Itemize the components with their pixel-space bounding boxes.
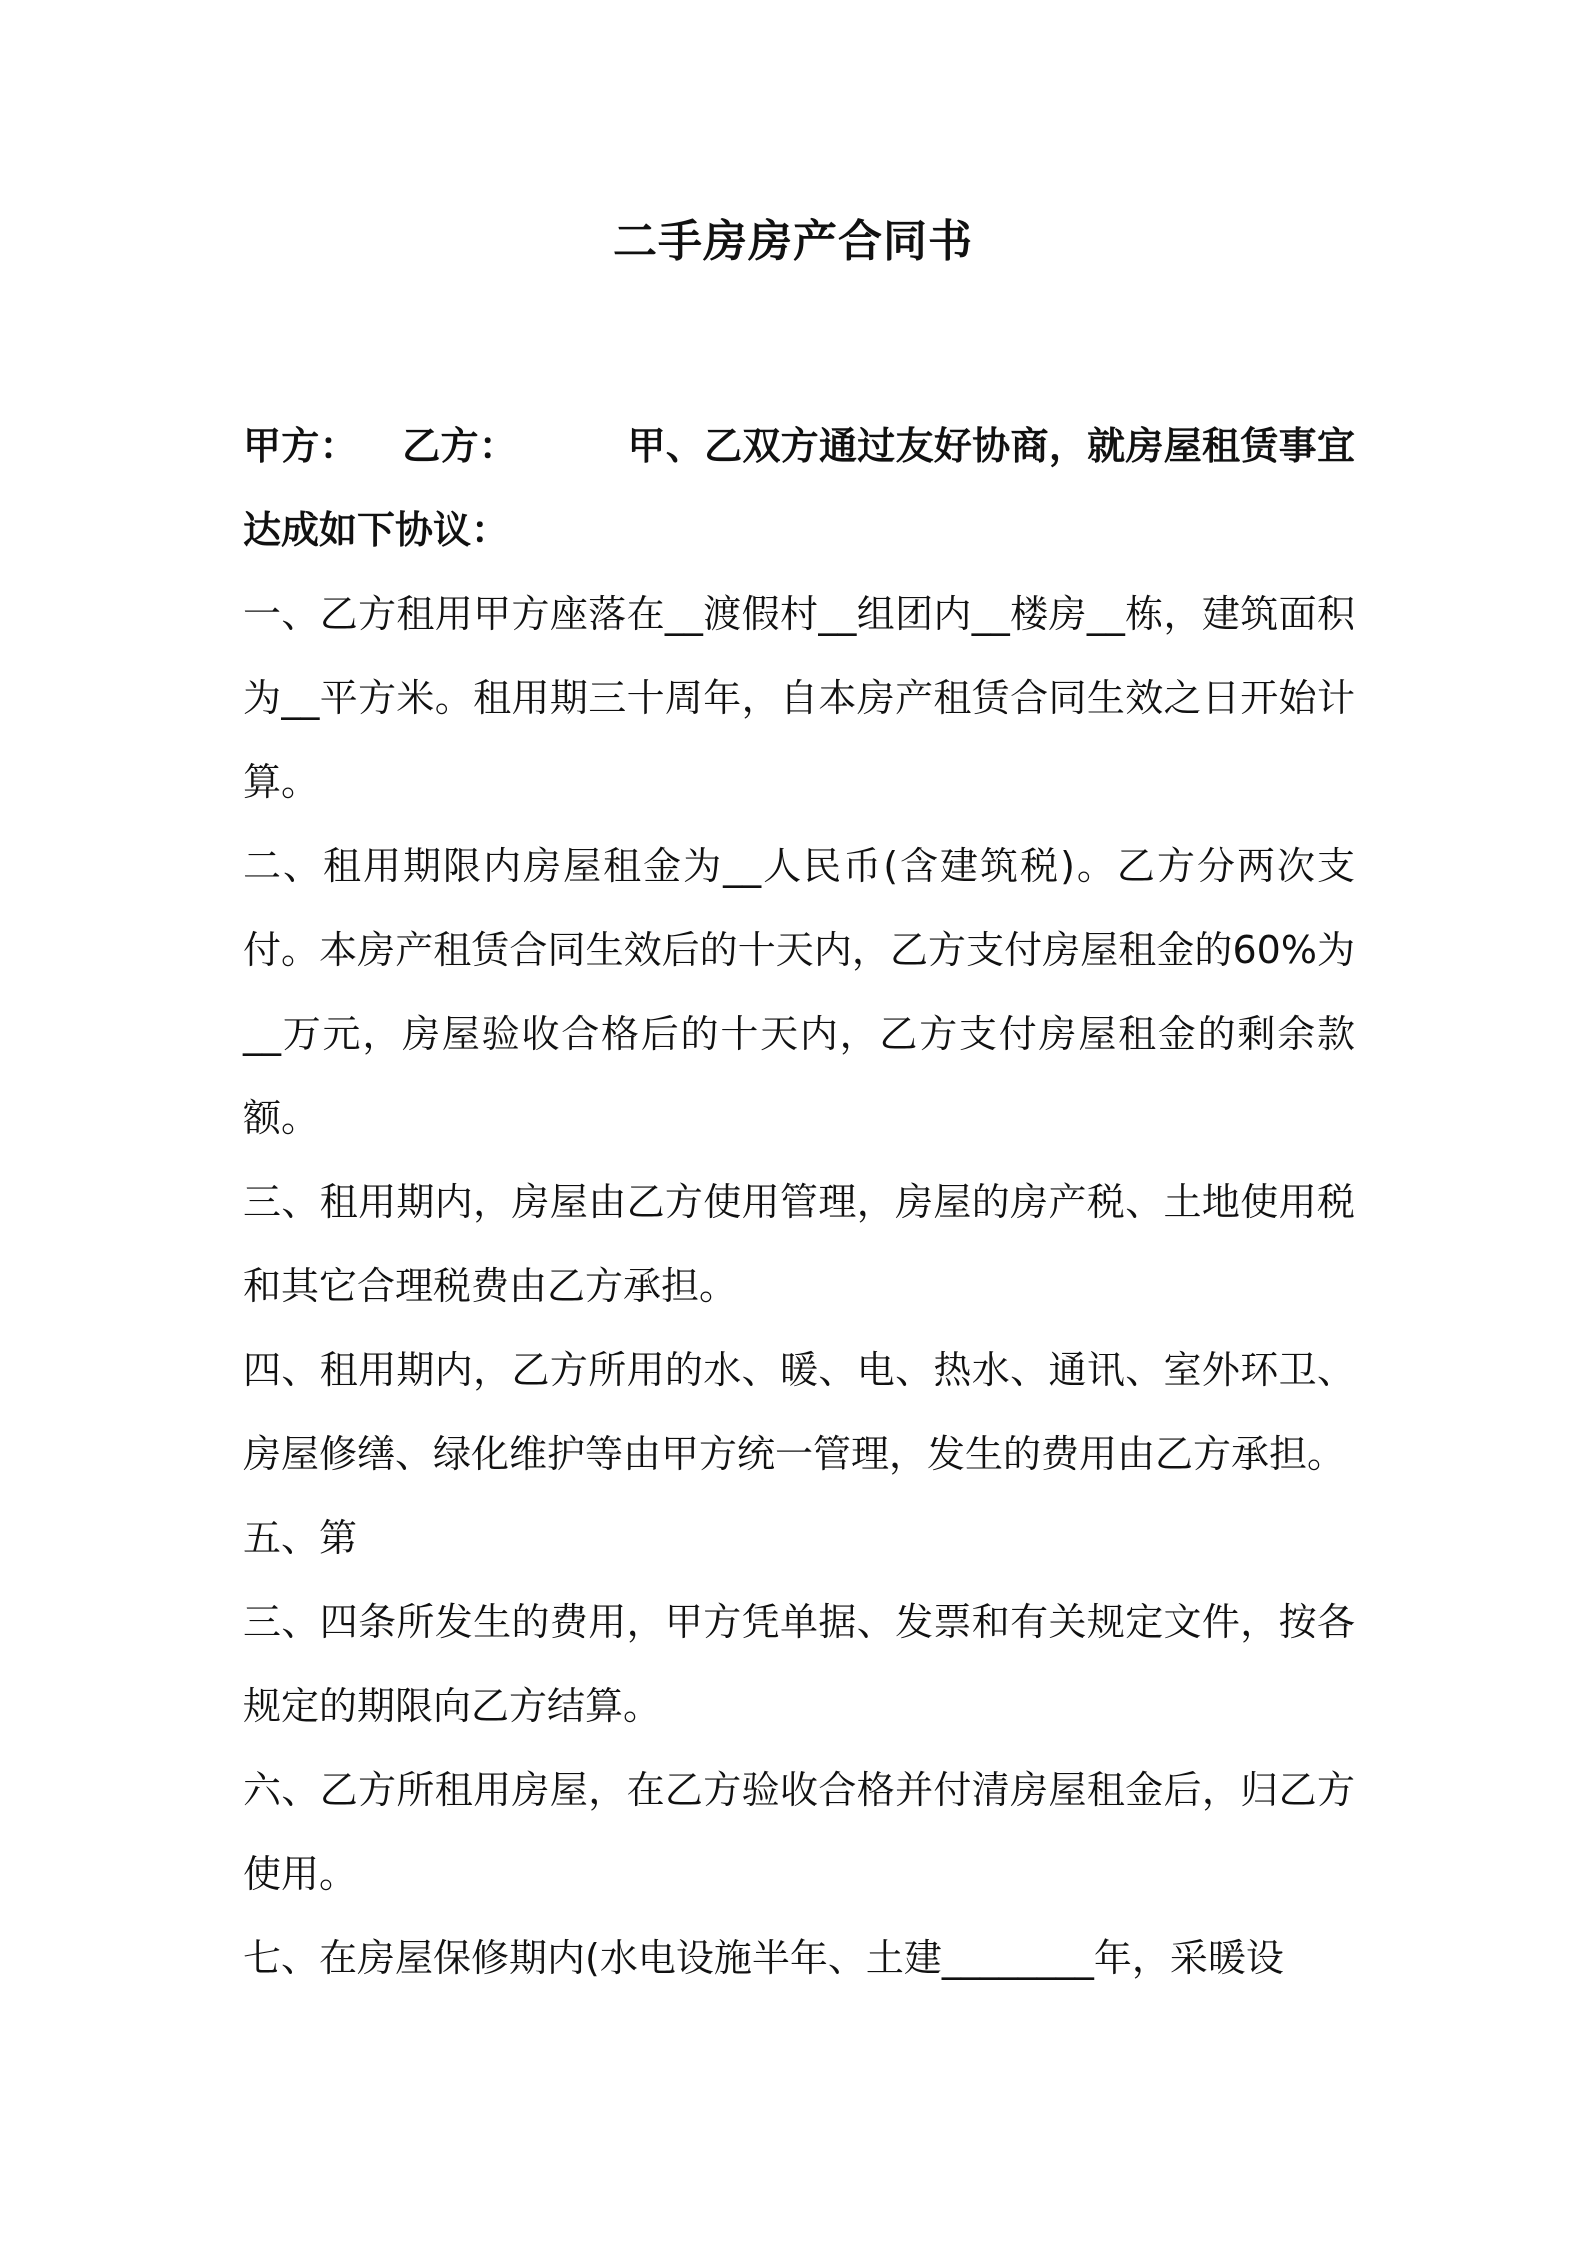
parties-paragraph xyxy=(243,404,1355,572)
clause-4: 四、租用期内，乙方所用的水、暖、电、热水、通讯、室外环卫、房屋修缮、绿化维护等由甲方统一管理，发生的费用由乙方承担。 xyxy=(243,1348,1355,1476)
clause-6: 六、乙方所租用房屋，在乙方验收合格并付清房屋租金后，归乙方使用。 xyxy=(243,1768,1355,1896)
clause-5-heading: 五、第 xyxy=(243,1516,358,1560)
clause-3: 三、租用期内，房屋由乙方使用管理，房屋的房产税、土地使用税和其它合理税费由乙方承担。 xyxy=(243,1180,1355,1308)
clause-5-body: 三、四条所发生的费用，甲方凭单据、发票和有关规定文件，按各规定的期限向乙方结算。 xyxy=(243,1600,1355,1728)
document-title: 二手房房产合同书 xyxy=(613,216,973,267)
clause-2: 二、租用期限内房屋租金为__人民币(含建筑税)。乙方分两次支付。本房产租赁合同生效后的十天内，乙方支付房屋租金的60%为__万元，房屋验收合格后的十天内，乙方支付房屋租金的剩余款额。 xyxy=(243,844,1355,1140)
party-a-label: 甲方： xyxy=(243,424,358,468)
clause-1: 一、乙方租用甲方座落在__渡假村__组团内__楼房__栋，建筑面积为__平方米。租用期三十周年，自本房产租赁合同生效之日开始计算。 xyxy=(243,592,1355,804)
document-body xyxy=(243,404,1355,2000)
clause-7: 七、在房屋保修期内(水电设施半年、土建________年，采暖设 xyxy=(243,1936,1284,1980)
party-b-label: 乙方： xyxy=(401,424,518,468)
parties-intro: 甲、乙双方通过友好协商，就房屋租赁事宜达成如下协议： xyxy=(243,424,1355,552)
